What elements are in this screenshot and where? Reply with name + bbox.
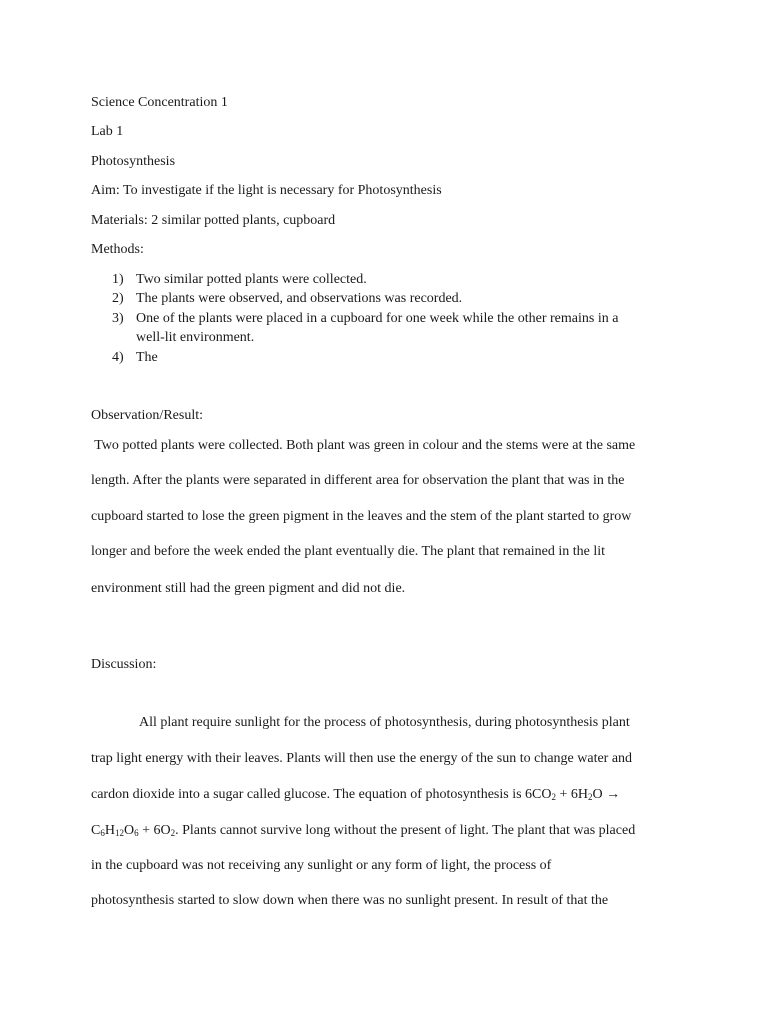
- method-item: [112, 349, 158, 367]
- subscript: 6: [100, 828, 105, 838]
- subscript: 12: [114, 828, 124, 838]
- discussion-text: + 6H: [555, 787, 588, 802]
- observation-line: cupboard started to lose the green pigment in the leaves and the stem of the plant started to grow: [91, 509, 632, 524]
- observation-line: Two potted plants were collected. Both plant was green in colour and the stems were at the same: [91, 438, 636, 453]
- discussion-text: cardon dioxide into a sugar called glucose. The equation of photosynthesis is 6CO: [91, 787, 552, 802]
- observation-line: longer and before the week ended the plant eventually die. The plant that remained in the lit: [91, 544, 606, 559]
- materials-line: Materials: 2 similar potted plants, cupboard: [91, 213, 336, 228]
- method-item: [112, 271, 367, 289]
- observation-line: length. After the plants were separated in different area for observation the plant that was in the: [91, 473, 625, 488]
- discussion-line: [91, 822, 635, 840]
- method-number: 1): [112, 272, 124, 287]
- method-text: The: [136, 350, 158, 365]
- lab-title: Lab 1: [91, 124, 124, 139]
- subscript: 6: [134, 828, 139, 838]
- discussion-text: O: [123, 823, 135, 838]
- method-number: 3): [112, 311, 124, 326]
- discussion-text: O →: [592, 787, 621, 802]
- methods-heading: Methods:: [91, 242, 144, 257]
- method-number: 2): [112, 291, 124, 306]
- method-item: [112, 310, 618, 328]
- method-text: The plants were observed, and observations was recorded.: [136, 291, 463, 306]
- method-text-continued: well-lit environment.: [136, 330, 255, 345]
- discussion-line: trap light energy with their leaves. Plants will then use the energy of the sun to change water and: [91, 751, 633, 766]
- discussion-line: in the cupboard was not receiving any sunlight or any form of light, the process of: [91, 858, 552, 873]
- discussion-line: [91, 786, 620, 804]
- discussion-heading: Discussion:: [91, 657, 157, 672]
- topic-title: Photosynthesis: [91, 154, 176, 169]
- subscript: 2: [170, 828, 176, 838]
- subscript: 2: [588, 792, 593, 802]
- method-text: One of the plants were placed in a cupboard for one week while the other remains in a: [136, 311, 619, 326]
- discussion-text: C: [91, 823, 101, 838]
- subscript: 2: [551, 792, 556, 802]
- aim-line: Aim: To investigate if the light is necessary for Photosynthesis: [91, 183, 442, 198]
- discussion-text: H: [104, 823, 115, 838]
- observation-heading: Observation/Result:: [91, 408, 203, 423]
- discussion-text: . Plants cannot survive long without the present of light. The plant that was placed: [175, 823, 636, 838]
- observation-line: environment still had the green pigment and did not die.: [91, 581, 406, 596]
- method-item: [112, 290, 462, 308]
- discussion-line: photosynthesis started to slow down when there was no sunlight present. In result of that the: [91, 893, 609, 908]
- discussion-text: + 6O: [138, 823, 171, 838]
- method-number: 4): [112, 350, 124, 365]
- method-text: Two similar potted plants were collected.: [136, 272, 367, 287]
- course-title: Science Concentration 1: [91, 95, 228, 110]
- discussion-line: All plant require sunlight for the process of photosynthesis, during photosynthesis plant: [139, 715, 630, 730]
